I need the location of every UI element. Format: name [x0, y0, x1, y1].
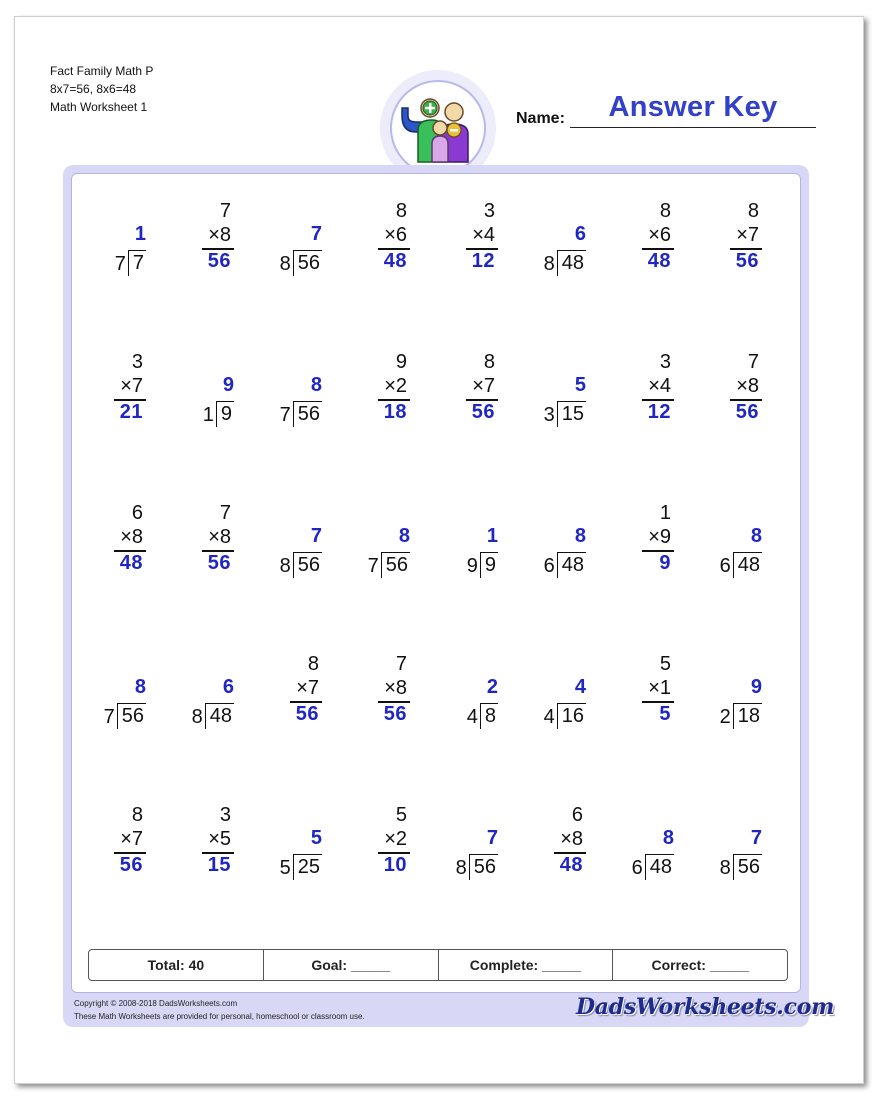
problem-frame [63, 165, 835, 1027]
factor-bottom: ×7 [120, 375, 143, 397]
factor-bottom: ×7 [472, 375, 495, 397]
multiplication-problem [82, 502, 162, 592]
product-answer: 48 [559, 854, 583, 876]
product-answer: 18 [383, 401, 407, 423]
divisor: 8 [455, 857, 467, 879]
division-problem [698, 804, 778, 894]
division-problem [346, 502, 426, 592]
factor-bottom: ×9 [648, 526, 671, 548]
multiplication-problem [698, 200, 778, 290]
factor-top: 5 [395, 804, 407, 826]
divisor: 8 [279, 555, 291, 577]
quotient-answer: 9 [222, 374, 234, 396]
product-answer: 12 [471, 250, 495, 272]
product-answer: 56 [207, 250, 231, 272]
factor-top: 8 [307, 653, 319, 675]
factor-top: 1 [659, 502, 671, 524]
multiplication-problem [170, 502, 250, 592]
multiplication-problem [346, 653, 426, 743]
multiplication-problem [170, 804, 250, 894]
quotient-answer: 8 [398, 525, 410, 547]
multiplication-problem [610, 351, 690, 441]
dividend: 56 [293, 250, 322, 276]
answer-key-label: Answer Key [608, 91, 778, 123]
factor-bottom: ×4 [648, 375, 671, 397]
factor-bottom: ×2 [384, 375, 407, 397]
division-problem [82, 200, 162, 290]
quotient-answer: 1 [486, 525, 498, 547]
dividend: 56 [293, 401, 322, 427]
factor-bottom: ×8 [560, 828, 583, 850]
dividend: 9 [216, 401, 234, 427]
factor-top: 7 [395, 653, 407, 675]
division-problem [170, 653, 250, 743]
dividend: 56 [293, 552, 322, 578]
divisor: 4 [543, 706, 555, 728]
divisor: 8 [719, 857, 731, 879]
product-answer: 56 [295, 703, 319, 725]
copyright-text: Copyright © 2008-2018 DadsWorksheets.com [74, 999, 238, 1008]
quotient-answer: 7 [750, 827, 762, 849]
factor-bottom: ×8 [384, 677, 407, 699]
quotient-answer: 5 [574, 374, 586, 396]
multiplication-problem [522, 804, 602, 894]
quotient-answer: 8 [134, 676, 146, 698]
dividend: 56 [733, 854, 762, 880]
factor-bottom: ×7 [296, 677, 319, 699]
factor-bottom: ×8 [736, 375, 759, 397]
worksheet-title: Fact Family Math P [50, 64, 154, 78]
factor-bottom: ×1 [648, 677, 671, 699]
divisor: 7 [279, 404, 291, 426]
multiplication-problem [170, 200, 250, 290]
factor-bottom: ×4 [472, 224, 495, 246]
factor-top: 6 [571, 804, 583, 826]
multiplication-problem [346, 351, 426, 441]
division-problem [522, 200, 602, 290]
dividend: 48 [645, 854, 674, 880]
quotient-answer: 6 [222, 676, 234, 698]
quotient-answer: 7 [310, 223, 322, 245]
dividend: 25 [293, 854, 322, 880]
multiplication-problem [610, 502, 690, 592]
quotient-answer: 6 [574, 223, 586, 245]
divisor: 7 [367, 555, 379, 577]
factor-top: 8 [747, 200, 759, 222]
product-answer: 56 [471, 401, 495, 423]
division-problem [522, 502, 602, 592]
factor-bottom: ×7 [736, 224, 759, 246]
name-field[interactable] [570, 91, 816, 128]
division-problem [170, 351, 250, 441]
factor-top: 7 [219, 502, 231, 524]
divisor: 6 [719, 555, 731, 577]
multiplication-problem [434, 351, 514, 441]
quotient-answer: 9 [750, 676, 762, 698]
division-problem [258, 502, 338, 592]
quotient-answer: 8 [574, 525, 586, 547]
division-problem [522, 653, 602, 743]
product-answer: 48 [647, 250, 671, 272]
worksheet-subtitle: 8x7=56, 8x6=48 [50, 82, 137, 96]
dividend: 56 [469, 854, 498, 880]
complete-cell[interactable]: Complete: _____ [439, 950, 614, 980]
division-problem [610, 804, 690, 894]
divisor: 2 [719, 706, 731, 728]
multiplication-problem [610, 200, 690, 290]
name-label: Name: [516, 110, 565, 127]
multiplication-problem [82, 351, 162, 441]
factor-bottom: ×8 [120, 526, 143, 548]
worksheet-title-block [50, 62, 153, 116]
factor-bottom: ×6 [648, 224, 671, 246]
multiplication-problem [258, 653, 338, 743]
product-answer: 48 [383, 250, 407, 272]
dividend: 48 [205, 703, 234, 729]
factor-top: 3 [659, 351, 671, 373]
factor-bottom: ×2 [384, 828, 407, 850]
division-problem [82, 653, 162, 743]
product-answer: 5 [659, 703, 671, 725]
divisor: 6 [543, 555, 555, 577]
dividend: 56 [117, 703, 146, 729]
division-problem [258, 804, 338, 894]
dividend: 48 [733, 552, 762, 578]
factor-top: 3 [483, 200, 495, 222]
quotient-answer: 7 [310, 525, 322, 547]
factor-top: 7 [219, 200, 231, 222]
product-answer: 48 [119, 552, 143, 574]
divisor: 8 [543, 253, 555, 275]
divisor: 9 [466, 555, 478, 577]
product-answer: 10 [383, 854, 407, 876]
dividend: 16 [557, 703, 586, 729]
total-cell: Total: 40 [89, 950, 264, 980]
quotient-answer: 8 [750, 525, 762, 547]
factor-top: 8 [131, 804, 143, 826]
quotient-answer: 8 [310, 374, 322, 396]
product-answer: 56 [119, 854, 143, 876]
factor-bottom: ×6 [384, 224, 407, 246]
dividend: 15 [557, 401, 586, 427]
quotient-answer: 1 [134, 223, 146, 245]
division-problem [258, 351, 338, 441]
factor-bottom: ×8 [208, 526, 231, 548]
multiplication-problem [346, 200, 426, 290]
score-bar [88, 949, 788, 981]
dividend: 9 [480, 552, 498, 578]
product-answer: 56 [735, 401, 759, 423]
division-problem [434, 653, 514, 743]
factor-bottom: ×7 [120, 828, 143, 850]
family-icon [394, 82, 482, 174]
divisor: 1 [202, 404, 214, 426]
brand-logo: DadsWorksheets.com [576, 994, 835, 1020]
factor-top: 6 [131, 502, 143, 524]
divisor: 7 [114, 253, 126, 275]
divisor: 7 [103, 706, 115, 728]
factor-top: 8 [395, 200, 407, 222]
product-answer: 9 [659, 552, 671, 574]
product-answer: 12 [647, 401, 671, 423]
divisor: 5 [279, 857, 291, 879]
quotient-answer: 4 [574, 676, 586, 698]
multiplication-problem [346, 804, 426, 894]
usage-notice: These Math Worksheets are provided for personal, homeschool or classroom use. [74, 1012, 365, 1021]
product-answer: 21 [119, 401, 143, 423]
multiplication-problem [698, 351, 778, 441]
correct-cell[interactable]: Correct: _____ [651, 957, 749, 973]
division-problem [258, 200, 338, 290]
quotient-answer: 8 [662, 827, 674, 849]
factor-top: 3 [219, 804, 231, 826]
factor-top: 9 [395, 351, 407, 373]
factor-top: 5 [659, 653, 671, 675]
quotient-answer: 5 [310, 827, 322, 849]
divisor: 3 [543, 404, 555, 426]
divisor: 8 [279, 253, 291, 275]
dividend: 48 [557, 250, 586, 276]
product-answer: 15 [207, 854, 231, 876]
dividend: 56 [381, 552, 410, 578]
product-answer: 56 [735, 250, 759, 272]
dividend: 18 [733, 703, 762, 729]
product-answer: 56 [207, 552, 231, 574]
factor-top: 3 [131, 351, 143, 373]
divisor: 8 [191, 706, 203, 728]
factor-top: 8 [659, 200, 671, 222]
division-problem [522, 351, 602, 441]
goal-cell[interactable]: Goal: _____ [264, 950, 439, 980]
division-problem [698, 653, 778, 743]
multiplication-problem [82, 804, 162, 894]
product-answer: 56 [383, 703, 407, 725]
division-problem [434, 502, 514, 592]
dividend: 48 [557, 552, 586, 578]
divisor: 4 [466, 706, 478, 728]
division-problem [434, 804, 514, 894]
footer-notice [74, 997, 365, 1023]
quotient-answer: 2 [486, 676, 498, 698]
worksheet-number: Math Worksheet 1 [50, 100, 148, 114]
factor-bottom: ×5 [208, 828, 231, 850]
dividend: 7 [128, 250, 146, 276]
factor-bottom: ×8 [208, 224, 231, 246]
quotient-answer: 7 [486, 827, 498, 849]
division-problem [698, 502, 778, 592]
dividend: 8 [480, 703, 498, 729]
factor-top: 8 [483, 351, 495, 373]
divisor: 6 [631, 857, 643, 879]
multiplication-problem [434, 200, 514, 290]
multiplication-problem [610, 653, 690, 743]
factor-top: 7 [747, 351, 759, 373]
